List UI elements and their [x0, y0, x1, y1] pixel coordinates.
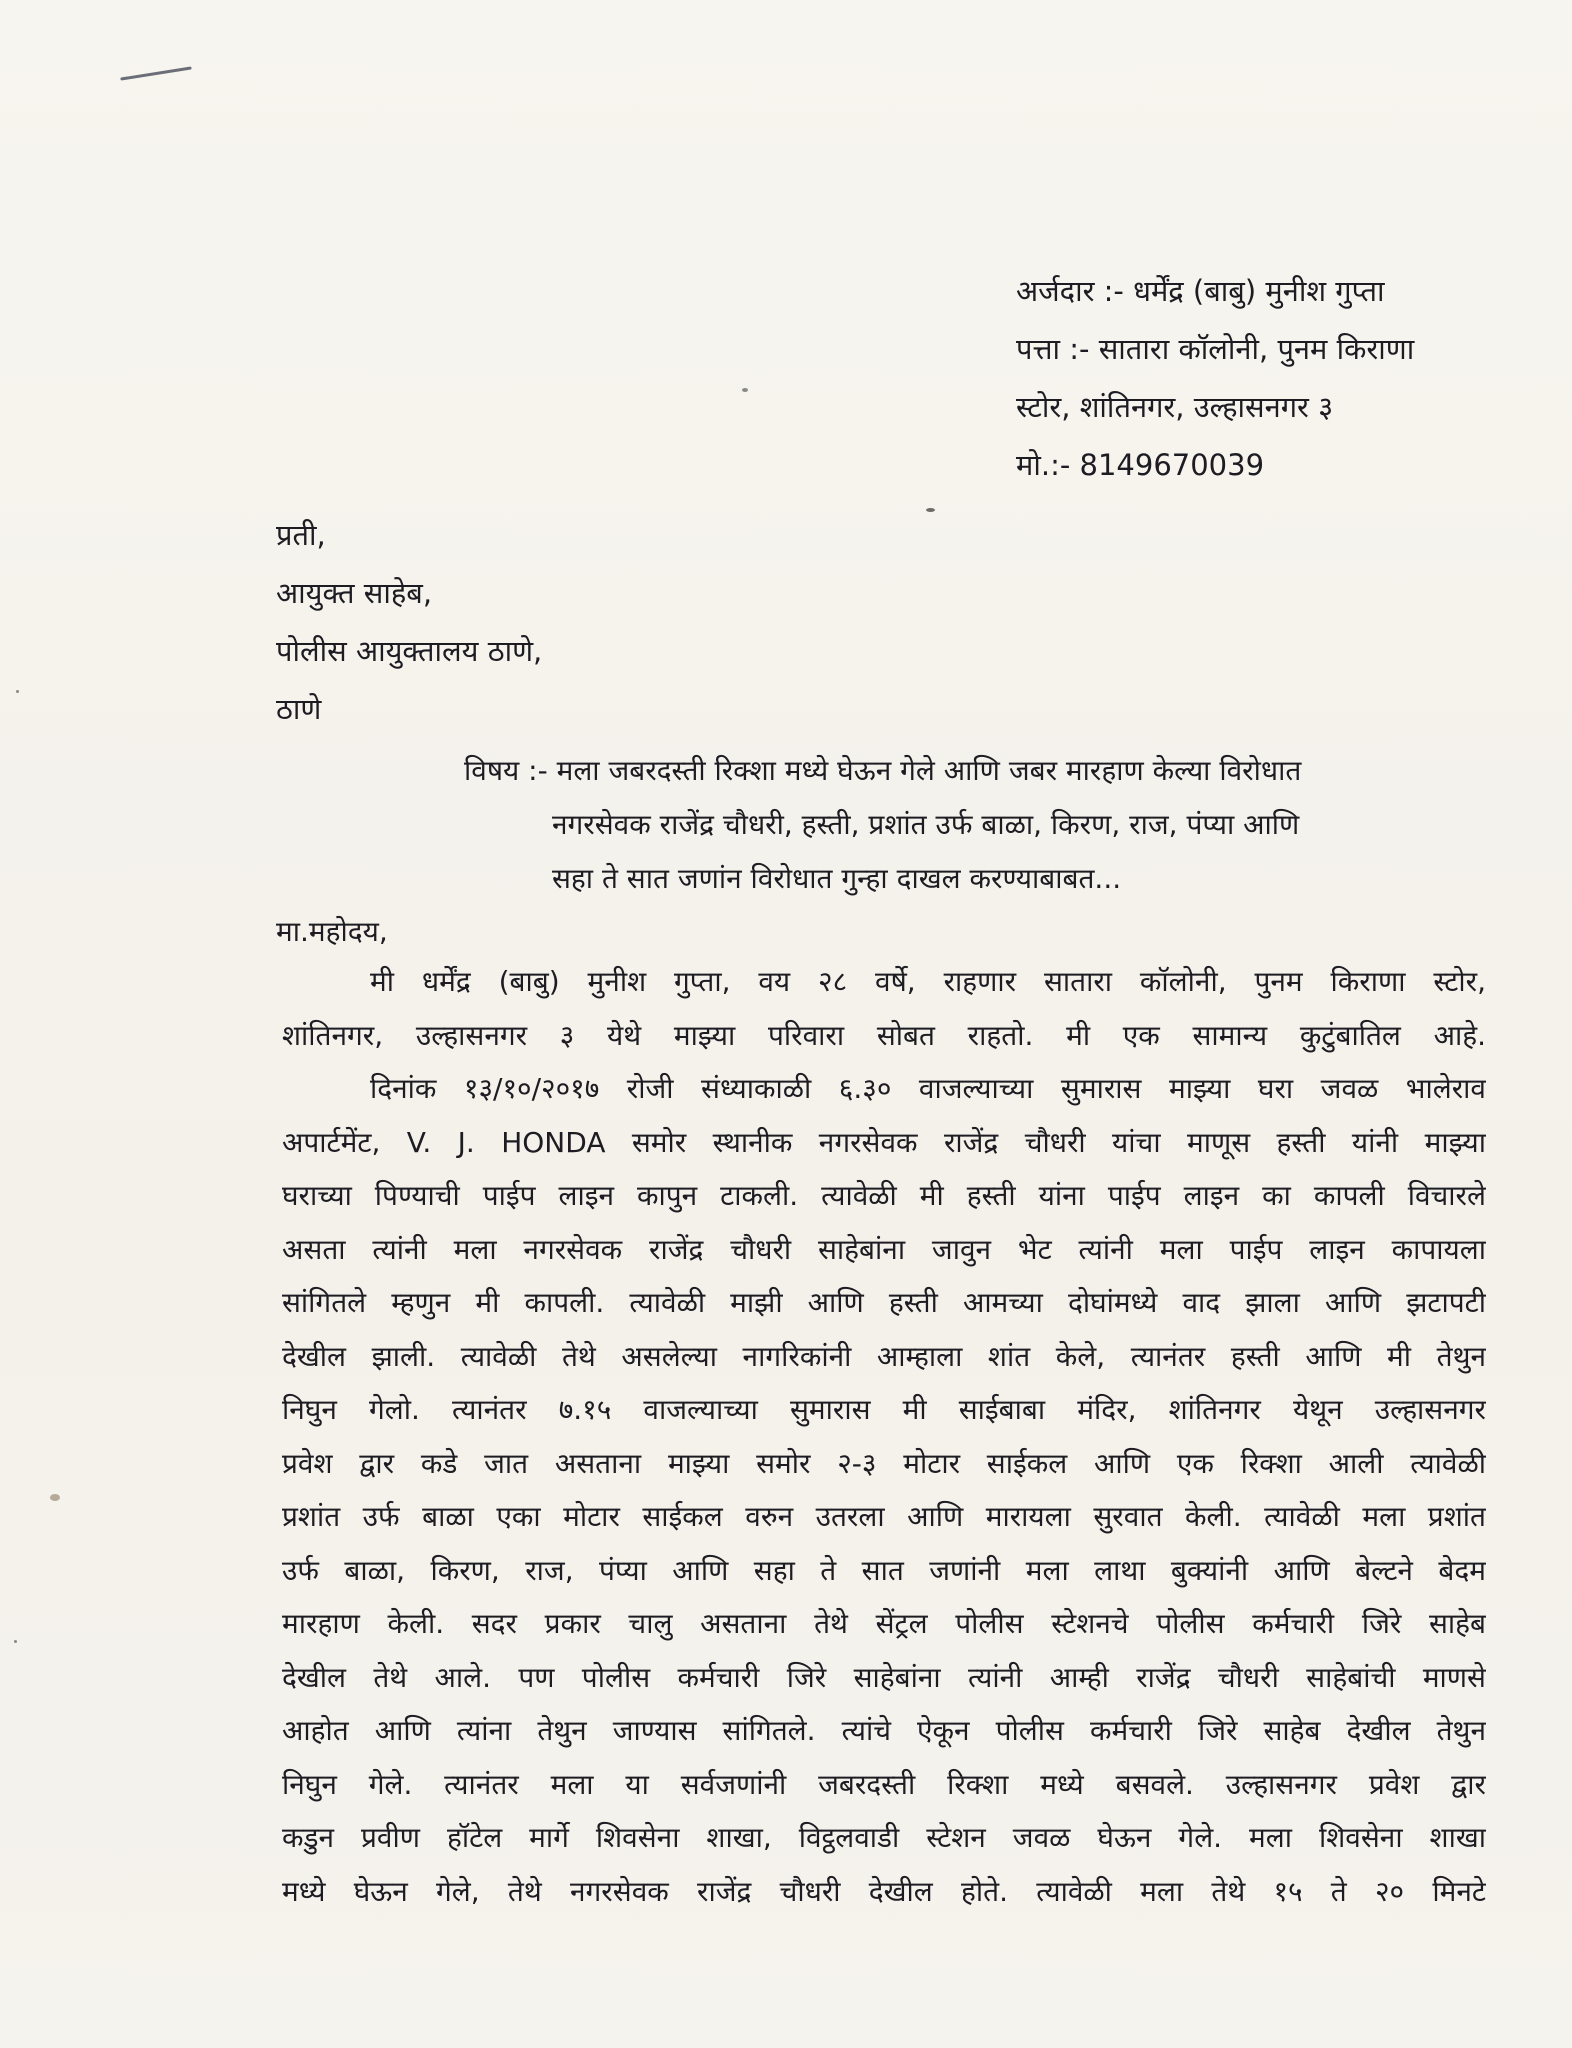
applicant-mobile: मो.:- 8149670039: [1016, 448, 1265, 482]
body-line: अपार्टमेंट, V. J. HONDA समोर स्थानीक नगरसेवक राजेंद्र चौधरी यांचा माणूस हस्ती यांनी माझ्या: [282, 1125, 1486, 1159]
body-line: दिनांक १३/१०/२०१७ रोजी संध्याकाळी ६.३० वाजल्याच्या सुमारास माझ्या घरा जवळ भालेराव: [370, 1072, 1486, 1105]
body-line: मारहाण केली. सदर प्रकार चालु असताना तेथे सेंट्रल पोलीस स्टेशनचे पोलीस कर्मचारी जिरे साहेब: [282, 1607, 1486, 1640]
subject-block: [464, 744, 1301, 906]
scan-speck: [50, 1494, 60, 1501]
body-line: कडुन प्रवीण हॉटेल मार्गे शिवसेना शाखा, विट्ठलवाडी स्टेशन जवळ घेऊन गेले. मला शिवसेना शाखा: [282, 1821, 1486, 1854]
recipient-line: पोलीस आयुक्तालय ठाणे,: [276, 634, 543, 668]
body-line: देखील तेथे आले. पण पोलीस कर्मचारी जिरे साहेबांना त्यांनी आम्ही राजेंद्र चौधरी साहेबांची माणसे: [282, 1660, 1486, 1694]
body-line: निघुन गेले. त्यानंतर मला या सर्वजणांनी जबरदस्ती रिक्शा मध्ये बसवले. उल्हासनगर प्रवेश द्वार: [282, 1767, 1486, 1801]
body-line: आहोत आणि त्यांना तेथुन जाण्यास सांगितले. त्यांचे ऐकून पोलीस कर्मचारी जिरे साहेब देखील तेथुन: [282, 1714, 1486, 1747]
subject-line: सहा ते सात जणांन विरोधात गुन्हा दाखल करण्याबाबत...: [552, 862, 1122, 895]
subject-line: विषय :- मला जबरदस्ती रिक्शा मध्ये घेऊन गेले आणि जबर मारहाण केल्या विरोधात: [464, 754, 1302, 787]
scan-speck: [16, 690, 19, 693]
salutation: मा.महोदय,: [276, 915, 388, 948]
applicant-address-line-1: पत्ता :- सातारा कॉलोनी, पुनम किराणा: [1016, 332, 1415, 366]
applicant-name: अर्जदार :- धर्मेंद्र (बाबु) मुनीश गुप्ता: [1016, 274, 1385, 308]
body-line: प्रशांत उर्फ बाळा एका मोटार साईकल वरुन उतरला आणि मारायला सुरवात केली. त्यावेळी मला प्रशांत: [282, 1500, 1486, 1533]
subject-line: नगरसेवक राजेंद्र चौधरी, हस्ती, प्रशांत उर्फ बाळा, किरण, राज, पंप्या आणि: [552, 808, 1300, 841]
scan-speck: [742, 388, 748, 392]
body-line: असता त्यांनी मला नगरसेवक राजेंद्र चौधरी साहेबांना जावुन भेट त्यांनी मला पाईप लाइन कापायला: [282, 1232, 1486, 1266]
body-line: प्रवेश द्वार कडे जात असताना माझ्या समोर २-३ मोटार साईकल आणि एक रिक्शा आली त्यावेळी: [282, 1446, 1486, 1480]
body-line: देखील झाली. त्यावेळी तेथे असलेल्या नागरिकांनी आम्हाला शांत केले, त्यानंतर हस्ती आणि मी तेथुन: [282, 1339, 1486, 1373]
body-line: मी धर्मेंद्र (बाबु) मुनीश गुप्ता, वय २८ वर्षे, राहणार सातारा कॉलोनी, पुनम किराणा स्टोर,: [370, 965, 1486, 998]
recipient-block: [276, 506, 542, 738]
letter-body: [282, 955, 1486, 1918]
body-line: घराच्या पिण्याची पाईप लाइन कापुन टाकली. त्यावेळी मी हस्ती यांना पाईप लाइन का कापली विचारले: [282, 1179, 1486, 1212]
body-line: निघुन गेलो. त्यानंतर ७.१५ वाजल्याच्या सुमारास मी साईबाबा मंदिर, शांतिनगर येथून उल्हासनगर: [282, 1393, 1486, 1426]
body-line: मध्ये घेऊन गेले, तेथे नगरसेवक राजेंद्र चौधरी देखील होते. त्यावेळी मला तेथे १५ ते २० मिनटे: [282, 1874, 1486, 1908]
body-line: उर्फ बाळा, किरण, राज, पंप्या आणि सहा ते सात जणांनी मला लाथा बुक्यांनी आणि बेल्टने बेदम: [282, 1553, 1486, 1587]
applicant-block: [1016, 262, 1414, 494]
scan-speck: [926, 508, 935, 512]
body-line: सांगितले म्हणुन मी कापली. त्यावेळी माझी आणि हस्ती आमच्या दोघांमध्ये वाद झाला आणि झटापटी: [282, 1286, 1486, 1319]
recipient-line: आयुक्त साहेब,: [276, 576, 433, 610]
applicant-address-line-2: स्टोर, शांतिनगर, उल्हासनगर ३: [1016, 390, 1334, 424]
recipient-line: ठाणे: [276, 692, 322, 726]
body-line: शांतिनगर, उल्हासनगर ३ येथे माझ्या परिवारा सोबत राहतो. मी एक सामान्य कुटुंबातिल आहे.: [282, 1018, 1486, 1052]
recipient-line: प्रती,: [276, 518, 326, 552]
scan-speck: [14, 1640, 17, 1643]
pen-stroke-mark: [120, 66, 192, 80]
